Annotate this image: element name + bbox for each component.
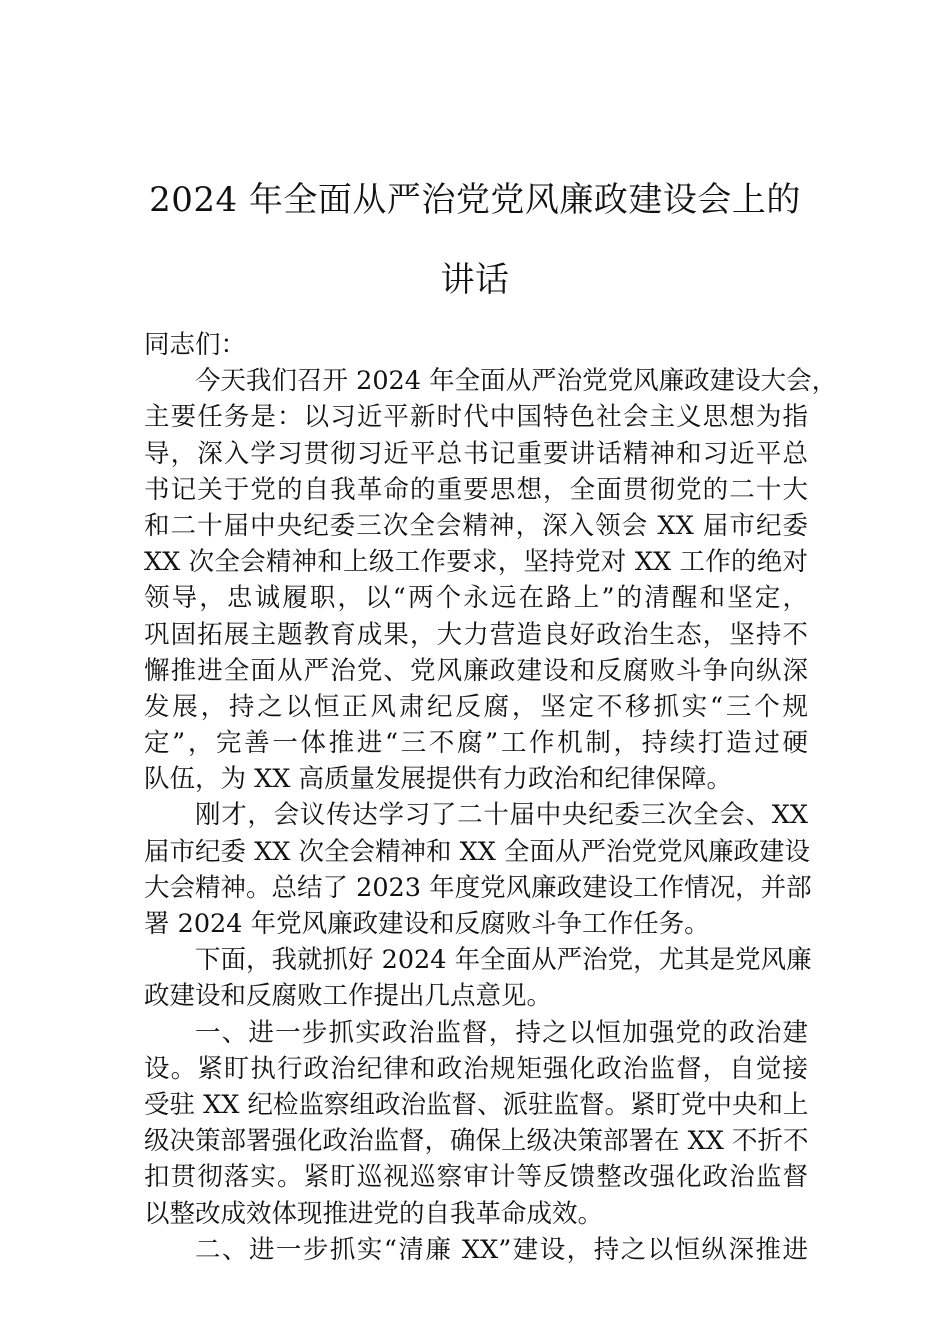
text-line: 级决策部署强化政治监督，确保上级决策部署在 XX 不折不: [144, 1126, 809, 1157]
document-body: [144, 327, 838, 1268]
text-line: 定”，完善一体推进“三不腐”工作机制，持续打造过硬: [144, 728, 808, 759]
text-line: 一、进一步抓实政治监督，持之以恒加强党的政治建: [195, 1017, 808, 1048]
text-line: 受驻 XX 纪检监察组政治监督、派驻监督。紧盯党中央和上: [144, 1089, 809, 1120]
text-line: 署 2024 年党风廉政建设和反腐败斗争工作任务。: [144, 909, 710, 939]
text-line: 政建设和反腐败工作提出几点意见。: [144, 981, 553, 1012]
text-line: 队伍，为 XX 高质量发展提供有力政治和纪律保障。: [144, 764, 733, 795]
text-line: 下面，我就抓好 2024 年全面从严治党，尤其是党风廉: [195, 945, 812, 976]
title-line: 讲话: [440, 260, 510, 300]
text-line: 主要任务是：以习近平新时代中国特色社会主义思想为指: [144, 402, 808, 433]
text-line: 和二十届中央纪委三次全会精神，深入领会 XX 届市纪委: [144, 510, 808, 541]
title-line: 2024 年全面从严治党党风廉政建设会上的: [149, 180, 801, 220]
document-title: [140, 160, 810, 320]
salutation: 同志们：: [144, 330, 247, 360]
text-line: XX 次全会精神和上级工作要求，坚持党对 XX 工作的绝对: [144, 547, 808, 578]
text-line: 届市纪委 XX 次全会精神和 XX 全面从严治党党风廉政建设: [144, 836, 811, 867]
text-line: 今天我们召开 2024 年全面从严治党党风廉政建设大会，: [195, 366, 838, 397]
text-line: 懈推进全面从严治党、党风廉政建设和反腐败斗争向纵深: [144, 655, 808, 686]
text-line: 巩固拓展主题教育成果，大力营造良好政治生态，坚持不: [144, 619, 808, 650]
text-line: 导，深入学习贯彻习近平总书记重要讲话精神和习近平总: [144, 438, 808, 469]
text-line: 领导，忠诚履职，以“两个永远在路上”的清醒和坚定，: [144, 583, 808, 614]
text-line: 以整改成效体现推进党的自我革命成效。: [144, 1198, 604, 1229]
text-line: 设。紧盯执行政治纪律和政治规矩强化政治监督，自觉接: [144, 1053, 808, 1084]
text-line: 书记关于党的自我革命的重要思想，全面贯彻党的二十大: [144, 474, 808, 505]
text-line: 扣贯彻落实。紧盯巡视巡察审计等反馈整改强化政治监督: [144, 1162, 808, 1193]
text-line: 大会精神。总结了 2023 年度党风廉政建设工作情况，并部: [144, 872, 812, 903]
text-line: 发展，持之以恒正风肃纪反腐，坚定不移抓实“三个规: [144, 691, 808, 722]
text-line: 刚才，会议传达学习了二十届中央纪委三次全会、XX: [195, 800, 808, 831]
text-line: 二、进一步抓实“清廉 XX”建设，持之以恒纵深推进: [195, 1234, 808, 1265]
